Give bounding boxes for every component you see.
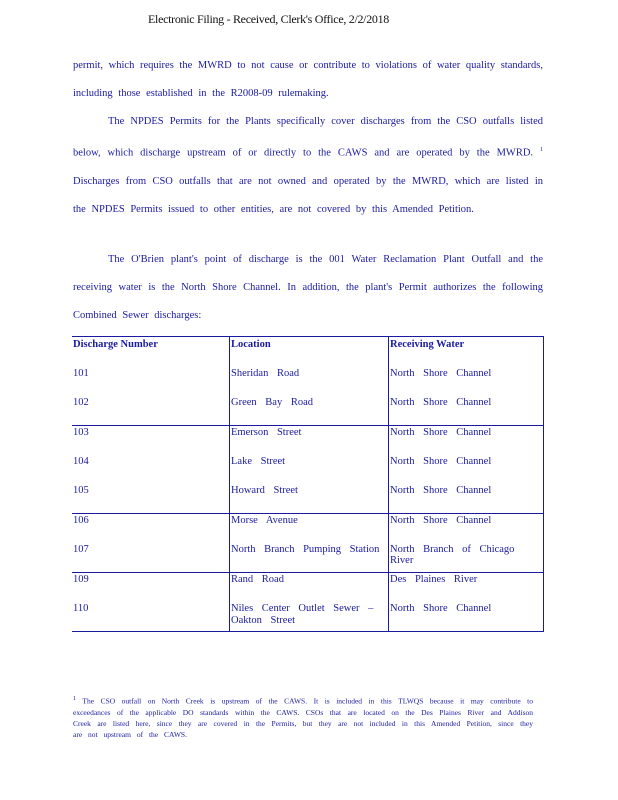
- discharge-number-cell: 105: [72, 484, 230, 514]
- discharge-table: [72, 336, 544, 632]
- footnote: [73, 694, 533, 740]
- receiving-water-cell: North Shore Channel: [389, 514, 544, 544]
- footnote-reference[interactable]: 1: [540, 147, 543, 153]
- discharge-number-cell: 101: [72, 367, 230, 396]
- paragraph-text: Discharges from CSO outfalls that are not owned and operated by the MWRD, which are listed in the NPDES Permits issued to other entities, are not covered by this Amended Petition.: [73, 175, 543, 215]
- table-row: [72, 602, 544, 632]
- discharge-number-cell: 104: [72, 455, 230, 484]
- receiving-water-cell: North Shore Channel: [389, 367, 544, 396]
- paragraph-permit: [73, 52, 543, 108]
- paragraph-npdes: [73, 108, 543, 224]
- location-cell: Rand Road: [230, 573, 389, 603]
- discharge-number-cell: 109: [72, 573, 230, 603]
- table-row: [72, 426, 544, 456]
- table-row: [72, 367, 544, 396]
- table-header-row: [72, 337, 544, 368]
- table-row: [72, 573, 544, 603]
- paragraph-text: The O'Brien plant's point of discharge is the 001 Water Reclamation Plant Outfall and the receiving water is the North Shore Channel. In addition, the plant's Permit authorizes the following Combined Sewer discharges:: [73, 254, 543, 321]
- discharge-number-cell: 103: [72, 426, 230, 456]
- receiving-water-cell: North Shore Channel: [389, 396, 544, 426]
- footnote-mark: 1: [73, 696, 76, 702]
- table-row: [72, 514, 544, 544]
- location-cell: Niles Center Outlet Sewer – Oakton Street: [230, 602, 389, 632]
- discharge-number-cell: 102: [72, 396, 230, 426]
- footnote-text: The CSO outfall on North Creek is upstream of the CAWS. It is included in this TLWQS because it may contribute to exceedances of the applicable DO standards within the CAWS. CSOs that are located on the Des Plaines River and Addison Creek are listed here, since they are covered in the Permits, but they are not included in this Amended Petition, since they are not upstream of the CAWS.: [73, 696, 533, 739]
- receiving-water-cell: North Shore Channel: [389, 426, 544, 456]
- discharge-number-cell: 107: [72, 543, 230, 573]
- paragraph-text: permit, which requires the MWRD to not cause or contribute to violations of water quality standards, including those established in the R2008-09 rulemaking.: [73, 60, 543, 99]
- paragraph-obrien: [73, 246, 543, 330]
- receiving-water-cell: North Shore Channel: [389, 602, 544, 632]
- paragraph-text: The NPDES Permits for the Plants specifically cover discharges from the CSO outfalls listed below, which discharge upstream of or directly to the CAWS and are operated by the MWRD.: [73, 116, 543, 159]
- location-cell: North Branch Pumping Station: [230, 543, 389, 573]
- location-cell: Green Bay Road: [230, 396, 389, 426]
- receiving-water-cell: Des Plaines River: [389, 573, 544, 603]
- receiving-water-cell: North Branch of Chicago River: [389, 543, 544, 573]
- discharge-number-cell: 106: [72, 514, 230, 544]
- location-cell: Morse Avenue: [230, 514, 389, 544]
- column-header-discharge-number: Discharge Number: [72, 337, 230, 368]
- receiving-water-cell: North Shore Channel: [389, 484, 544, 514]
- location-cell: Emerson Street: [230, 426, 389, 456]
- table-row: [72, 455, 544, 484]
- discharge-number-cell: 110: [72, 602, 230, 632]
- filing-header: Electronic Filing - Received, Clerk's Office, 2/2/2018: [148, 12, 390, 26]
- receiving-water-cell: North Shore Channel: [389, 455, 544, 484]
- location-cell: Howard Street: [230, 484, 389, 514]
- column-header-location: Location: [230, 337, 389, 368]
- table-row: [72, 484, 544, 514]
- table-row: [72, 543, 544, 573]
- column-header-receiving-water: Receiving Water: [389, 337, 544, 368]
- table-row: [72, 396, 544, 426]
- location-cell: Lake Street: [230, 455, 389, 484]
- location-cell: Sheridan Road: [230, 367, 389, 396]
